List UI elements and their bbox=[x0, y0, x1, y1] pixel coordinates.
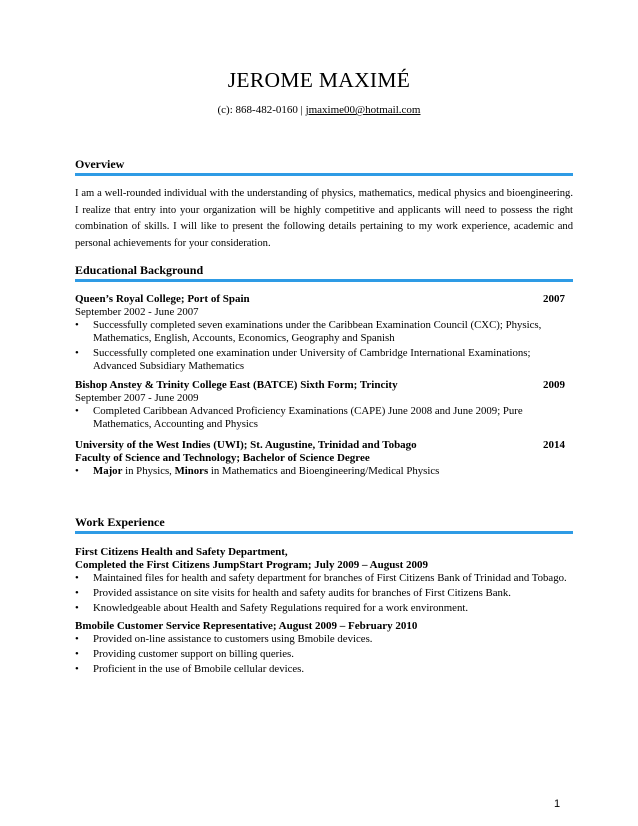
major-label: Major bbox=[93, 465, 123, 477]
school-year: 2009 bbox=[543, 379, 565, 391]
job-title: First Citizens Health and Safety Department, bbox=[75, 546, 288, 558]
list-item: • Completed Caribbean Advanced Proficiency Examinations (CAPE) June 2008 and June 2009; Pure Mathematics, Accounting and Physics bbox=[75, 405, 573, 431]
work-entry-fc bbox=[75, 546, 573, 615]
job-program: Completed the First Citizens JumpStart Program; July 2009 – August 2009 bbox=[75, 559, 428, 571]
degree-text: Faculty of Science and Technology; Bachelor of Science Degree bbox=[75, 452, 370, 464]
education-section bbox=[75, 263, 573, 478]
work-section bbox=[75, 515, 573, 676]
degree-line bbox=[75, 452, 573, 465]
contact-line bbox=[0, 104, 638, 116]
list-item: • Providing customer support on billing queries. bbox=[75, 648, 573, 661]
section-divider bbox=[75, 279, 573, 282]
list-item: • Knowledgeable about Health and Safety Regulations required for a work environment. bbox=[75, 602, 573, 615]
school-year: 2014 bbox=[543, 439, 565, 451]
email-link[interactable]: jmaxime00@hotmail.com bbox=[305, 104, 421, 116]
school-dates: September 2002 - June 2007 bbox=[75, 306, 199, 318]
work-title: Work Experience bbox=[75, 515, 165, 529]
page-number: 1 bbox=[554, 798, 561, 810]
section-divider bbox=[75, 531, 573, 534]
school-year: 2007 bbox=[543, 293, 565, 305]
list-item: • Provided assistance on site visits for health and safety audits for branches of First Citizens Bank. bbox=[75, 587, 573, 600]
school-name: University of the West Indies (UWI); St. Augustine, Trinidad and Tobago bbox=[75, 439, 417, 451]
resume-name: JEROME MAXIMÉ bbox=[227, 68, 411, 92]
school-name: Bishop Anstey & Trinity College East (BATCE) Sixth Form; Trincity bbox=[75, 379, 398, 391]
list-item: • Provided on-line assistance to customers using Bmobile devices. bbox=[75, 633, 573, 646]
school-name: Queen’s Royal College; Port of Spain bbox=[75, 293, 250, 305]
overview-section bbox=[75, 157, 573, 252]
education-title: Educational Background bbox=[75, 263, 204, 277]
major-text: in Physics, bbox=[122, 465, 175, 477]
list-item: • Maintained files for health and safety department for branches of First Citizens Bank of Trinidad and Tobago. bbox=[75, 572, 573, 585]
job-title: Bmobile Customer Service Representative; August 2009 – February 2010 bbox=[75, 620, 418, 632]
education-entry-uwi bbox=[75, 439, 573, 478]
education-entry-batce bbox=[75, 379, 573, 431]
phone: (c): 868-482-0160 | bbox=[217, 104, 303, 116]
education-entry-qrc bbox=[75, 293, 573, 373]
list-item bbox=[75, 465, 573, 478]
section-divider bbox=[75, 173, 573, 176]
list-item: • Proficient in the use of Bmobile cellular devices. bbox=[75, 663, 573, 676]
list-item: • Successfully completed seven examinations under the Caribbean Examination Council (CXC); Physics, Mathematics, English, Accounts, Economics, Geography and Spanish bbox=[75, 319, 573, 345]
minors-text: in Mathematics and Bioengineering/Medical Physics bbox=[208, 465, 440, 477]
minors-label: Minors bbox=[174, 465, 209, 477]
overview-title: Overview bbox=[75, 157, 125, 171]
overview-text: I am a well-rounded individual with the understanding of physics, mathematics, medical physics and bioengineering. I realize that entry into your organization will be highly competitive and applicants will need to possess the right combination of skills. I will like to present the following details pertaining to my work experience, academic and personal achievements for your consideration. bbox=[75, 188, 573, 249]
school-dates: September 2007 - June 2009 bbox=[75, 392, 199, 404]
list-item: • Successfully completed one examination under University of Cambridge International Examinations; Advanced Subsidiary Mathematics bbox=[75, 347, 573, 373]
work-entry-bmobile bbox=[75, 620, 573, 676]
